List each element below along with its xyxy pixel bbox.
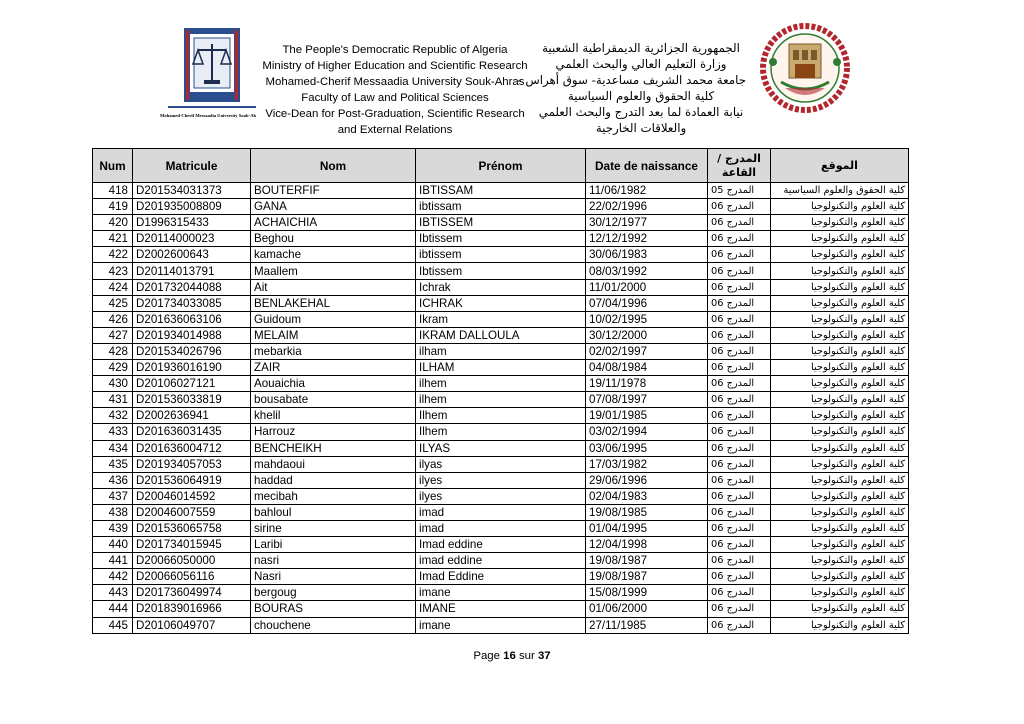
table-row bbox=[93, 601, 909, 617]
table-cell-matricule: D201936016190 bbox=[133, 360, 251, 376]
header-en-line: and External Relations bbox=[337, 124, 453, 136]
table-cell-matricule: D201935008809 bbox=[133, 199, 251, 215]
header-en-line: Mohamed-Cherif Messaadia University Souk-Ahras bbox=[265, 76, 525, 88]
table-cell-matricule: D201536064919 bbox=[133, 472, 251, 488]
table-row bbox=[93, 215, 909, 231]
table-header-row bbox=[93, 149, 909, 183]
table-cell-nom: mecibah bbox=[251, 488, 416, 504]
table-cell-num: 438 bbox=[93, 504, 133, 520]
table-row bbox=[93, 183, 909, 199]
table-cell-place: كلية العلوم والتكنولوجيا bbox=[771, 215, 909, 231]
table-row bbox=[93, 295, 909, 311]
table-cell-matricule: D20114000023 bbox=[133, 231, 251, 247]
table-cell-prenom: ilham bbox=[416, 343, 586, 359]
table-cell-hall: المدرج 06 bbox=[708, 553, 771, 569]
table-cell-place: كلية العلوم والتكنولوجيا bbox=[771, 343, 909, 359]
table-cell-hall: المدرج 06 bbox=[708, 569, 771, 585]
table-row bbox=[93, 504, 909, 520]
table-cell-num: 433 bbox=[93, 424, 133, 440]
table-cell-prenom: IKRAM DALLOULA bbox=[416, 327, 586, 343]
table-cell-num: 422 bbox=[93, 247, 133, 263]
table-cell-nom: Laribi bbox=[251, 537, 416, 553]
header-english bbox=[252, 42, 538, 138]
table-cell-nom: chouchene bbox=[251, 617, 416, 633]
table-cell-dob: 19/11/1978 bbox=[586, 376, 708, 392]
table-cell-prenom: ILHAM bbox=[416, 360, 586, 376]
table-cell-dob: 30/06/1983 bbox=[586, 247, 708, 263]
table-cell-prenom: IMANE bbox=[416, 601, 586, 617]
table-cell-matricule: D201636063106 bbox=[133, 311, 251, 327]
table-cell-place: كلية العلوم والتكنولوجيا bbox=[771, 279, 909, 295]
table-cell-num: 423 bbox=[93, 263, 133, 279]
table-cell-prenom: Ibtissem bbox=[416, 231, 586, 247]
table-cell-nom: Guidoum bbox=[251, 311, 416, 327]
table-cell-matricule: D20046007559 bbox=[133, 504, 251, 520]
table-cell-place: كلية العلوم والتكنولوجيا bbox=[771, 424, 909, 440]
table-cell-prenom: imane bbox=[416, 585, 586, 601]
table-cell-dob: 08/03/1992 bbox=[586, 263, 708, 279]
table-cell-hall: المدرج 06 bbox=[708, 488, 771, 504]
table-row bbox=[93, 456, 909, 472]
table-row bbox=[93, 408, 909, 424]
table-cell-prenom: imad bbox=[416, 520, 586, 536]
table-cell-hall: المدرج 06 bbox=[708, 199, 771, 215]
university-logo-right bbox=[745, 22, 865, 118]
table-cell-place: كلية العلوم والتكنولوجيا bbox=[771, 199, 909, 215]
table-cell-prenom: ilhem bbox=[416, 392, 586, 408]
table-row bbox=[93, 392, 909, 408]
table-cell-dob: 01/04/1995 bbox=[586, 520, 708, 536]
table-cell-hall: المدرج 06 bbox=[708, 520, 771, 536]
table-cell-num: 430 bbox=[93, 376, 133, 392]
table-row bbox=[93, 231, 909, 247]
table-cell-dob: 02/04/1983 bbox=[586, 488, 708, 504]
table-cell-place: كلية العلوم والتكنولوجيا bbox=[771, 247, 909, 263]
page-total: 37 bbox=[537, 650, 551, 662]
col-header-hall: المدرج / القاعة bbox=[708, 149, 771, 183]
table-cell-hall: المدرج 06 bbox=[708, 231, 771, 247]
table-row bbox=[93, 472, 909, 488]
page-number bbox=[0, 650, 1024, 662]
table-cell-dob: 22/02/1996 bbox=[586, 199, 708, 215]
table-cell-hall: المدرج 06 bbox=[708, 327, 771, 343]
table-cell-dob: 19/08/1985 bbox=[586, 504, 708, 520]
table-cell-nom: Nasri bbox=[251, 569, 416, 585]
table-cell-dob: 19/08/1987 bbox=[586, 569, 708, 585]
table-cell-prenom: ilyes bbox=[416, 472, 586, 488]
table-cell-nom: bergoug bbox=[251, 585, 416, 601]
table-cell-prenom: ilhem bbox=[416, 376, 586, 392]
table-cell-matricule: D201934014988 bbox=[133, 327, 251, 343]
table-cell-num: 436 bbox=[93, 472, 133, 488]
table-cell-place: كلية العلوم والتكنولوجيا bbox=[771, 360, 909, 376]
table-cell-hall: المدرج 05 bbox=[708, 183, 771, 199]
table-cell-num: 440 bbox=[93, 537, 133, 553]
table-cell-nom: BENCHEIKH bbox=[251, 440, 416, 456]
table-cell-prenom: ILYAS bbox=[416, 440, 586, 456]
header-en-line: Vice-Dean for Post-Graduation, Scientific Research bbox=[265, 108, 525, 120]
table-cell-nom: BOURAS bbox=[251, 601, 416, 617]
table-cell-hall: المدرج 06 bbox=[708, 504, 771, 520]
table-cell-place: كلية العلوم والتكنولوجيا bbox=[771, 488, 909, 504]
table-row bbox=[93, 343, 909, 359]
table-cell-nom: bousabate bbox=[251, 392, 416, 408]
table-cell-place: كلية العلوم والتكنولوجيا bbox=[771, 263, 909, 279]
table-cell-prenom: ICHRAK bbox=[416, 295, 586, 311]
col-header-matricule: Matricule bbox=[133, 149, 251, 183]
table-cell-matricule: D201636031435 bbox=[133, 424, 251, 440]
table-row bbox=[93, 424, 909, 440]
table-cell-matricule: D201736049974 bbox=[133, 585, 251, 601]
candidates-table bbox=[92, 148, 909, 634]
table-cell-place: كلية العلوم والتكنولوجيا bbox=[771, 520, 909, 536]
table-cell-place: كلية العلوم والتكنولوجيا bbox=[771, 231, 909, 247]
header-ar-line: وزارة التعليم العالي والبحث العلمي bbox=[555, 57, 727, 71]
university-logo-left bbox=[168, 26, 256, 118]
table-cell-matricule: D20046014592 bbox=[133, 488, 251, 504]
table-cell-num: 434 bbox=[93, 440, 133, 456]
table-cell-prenom: ilyas bbox=[416, 456, 586, 472]
table-cell-num: 419 bbox=[93, 199, 133, 215]
table-cell-nom: ZAIR bbox=[251, 360, 416, 376]
header-ar-line: جامعة محمد الشريف مساعدية- سوق أهراس - bbox=[517, 73, 746, 87]
table-cell-nom: Maallem bbox=[251, 263, 416, 279]
table-cell-hall: المدرج 06 bbox=[708, 263, 771, 279]
table-cell-prenom: Ikram bbox=[416, 311, 586, 327]
table-cell-matricule: D1996315433 bbox=[133, 215, 251, 231]
table-cell-place: كلية العلوم والتكنولوجيا bbox=[771, 537, 909, 553]
table-cell-prenom: ibtissem bbox=[416, 247, 586, 263]
table-cell-place: كلية العلوم والتكنولوجيا bbox=[771, 392, 909, 408]
table-cell-nom: Aouaichia bbox=[251, 376, 416, 392]
table-cell-hall: المدرج 06 bbox=[708, 472, 771, 488]
table-cell-num: 431 bbox=[93, 392, 133, 408]
table-cell-num: 425 bbox=[93, 295, 133, 311]
table-cell-matricule: D201536065758 bbox=[133, 520, 251, 536]
table-cell-place: كلية العلوم والتكنولوجيا bbox=[771, 569, 909, 585]
table-cell-matricule: D201636004712 bbox=[133, 440, 251, 456]
table-cell-num: 426 bbox=[93, 311, 133, 327]
table-row bbox=[93, 569, 909, 585]
table-row bbox=[93, 585, 909, 601]
table-cell-num: 432 bbox=[93, 408, 133, 424]
table-cell-num: 441 bbox=[93, 553, 133, 569]
table-cell-matricule: D201734033085 bbox=[133, 295, 251, 311]
table-cell-hall: المدرج 06 bbox=[708, 392, 771, 408]
table-cell-place: كلية العلوم والتكنولوجيا bbox=[771, 553, 909, 569]
table-cell-dob: 03/02/1994 bbox=[586, 424, 708, 440]
col-header-prenom: Prénom bbox=[416, 149, 586, 183]
col-header-dob: Date de naissance bbox=[586, 149, 708, 183]
table-cell-place: كلية العلوم والتكنولوجيا bbox=[771, 408, 909, 424]
table-row bbox=[93, 376, 909, 392]
table-cell-hall: المدرج 06 bbox=[708, 247, 771, 263]
table-cell-matricule: D201839016966 bbox=[133, 601, 251, 617]
table-cell-nom: Harrouz bbox=[251, 424, 416, 440]
table-cell-prenom: Ilhem bbox=[416, 408, 586, 424]
table-cell-num: 439 bbox=[93, 520, 133, 536]
table-cell-nom: MELAIM bbox=[251, 327, 416, 343]
table-cell-matricule: D2002636941 bbox=[133, 408, 251, 424]
table-cell-prenom: imad bbox=[416, 504, 586, 520]
table-cell-nom: khelil bbox=[251, 408, 416, 424]
col-header-num: Num bbox=[93, 149, 133, 183]
table-cell-dob: 12/04/1998 bbox=[586, 537, 708, 553]
table-cell-nom: Ait bbox=[251, 279, 416, 295]
table-cell-matricule: D20066050000 bbox=[133, 553, 251, 569]
table-cell-place: كلية العلوم والتكنولوجيا bbox=[771, 440, 909, 456]
header-en-line: Faculty of Law and Political Sciences bbox=[301, 92, 489, 104]
header-en-line: Ministry of Higher Education and Scientific Research bbox=[262, 60, 528, 72]
table-cell-num: 445 bbox=[93, 617, 133, 633]
table-cell-nom: ACHAICHIA bbox=[251, 215, 416, 231]
table-cell-place: كلية العلوم والتكنولوجيا bbox=[771, 327, 909, 343]
table-cell-dob: 15/08/1999 bbox=[586, 585, 708, 601]
table-cell-prenom: Imad eddine bbox=[416, 537, 586, 553]
table-cell-matricule: D20106049707 bbox=[133, 617, 251, 633]
table-cell-place: كلية العلوم والتكنولوجيا bbox=[771, 376, 909, 392]
table-cell-place: كلية العلوم والتكنولوجيا bbox=[771, 456, 909, 472]
table-cell-num: 444 bbox=[93, 601, 133, 617]
table-cell-hall: المدرج 06 bbox=[708, 601, 771, 617]
table-cell-hall: المدرج 06 bbox=[708, 343, 771, 359]
table-cell-dob: 11/06/1982 bbox=[586, 183, 708, 199]
table-cell-matricule: D201536033819 bbox=[133, 392, 251, 408]
table-cell-hall: المدرج 06 bbox=[708, 585, 771, 601]
table-row bbox=[93, 247, 909, 263]
table-cell-num: 435 bbox=[93, 456, 133, 472]
table-cell-dob: 11/01/2000 bbox=[586, 279, 708, 295]
table-row bbox=[93, 440, 909, 456]
table-cell-num: 442 bbox=[93, 569, 133, 585]
table-cell-dob: 07/04/1996 bbox=[586, 295, 708, 311]
table-cell-prenom: Ibtissem bbox=[416, 263, 586, 279]
table-cell-nom: sirine bbox=[251, 520, 416, 536]
table-cell-matricule: D201732044088 bbox=[133, 279, 251, 295]
table-row bbox=[93, 520, 909, 536]
page-prefix: Page bbox=[473, 650, 500, 662]
table-cell-hall: المدرج 06 bbox=[708, 424, 771, 440]
table-cell-nom: mebarkia bbox=[251, 343, 416, 359]
table-cell-num: 424 bbox=[93, 279, 133, 295]
table-cell-matricule: D2002600643 bbox=[133, 247, 251, 263]
table-row bbox=[93, 311, 909, 327]
table-cell-prenom: Ichrak bbox=[416, 279, 586, 295]
table-cell-hall: المدرج 06 bbox=[708, 215, 771, 231]
table-cell-matricule: D201534031373 bbox=[133, 183, 251, 199]
table-cell-prenom: IBTISSEM bbox=[416, 215, 586, 231]
table-cell-matricule: D20066056116 bbox=[133, 569, 251, 585]
table-cell-num: 443 bbox=[93, 585, 133, 601]
header-ar-line: الجمهورية الجزائرية الديمقراطية الشعبية bbox=[542, 41, 740, 55]
table-cell-hall: المدرج 06 bbox=[708, 617, 771, 633]
table-cell-nom: BENLAKEHAL bbox=[251, 295, 416, 311]
table-cell-dob: 07/08/1997 bbox=[586, 392, 708, 408]
table-cell-dob: 19/08/1987 bbox=[586, 553, 708, 569]
table-cell-hall: المدرج 06 bbox=[708, 440, 771, 456]
table-cell-matricule: D201734015945 bbox=[133, 537, 251, 553]
col-header-place: الموقع bbox=[771, 149, 909, 183]
table-row bbox=[93, 360, 909, 376]
table-cell-prenom: IBTISSAM bbox=[416, 183, 586, 199]
table-cell-num: 421 bbox=[93, 231, 133, 247]
table-cell-matricule: D201934057053 bbox=[133, 456, 251, 472]
table-cell-hall: المدرج 06 bbox=[708, 537, 771, 553]
table-row bbox=[93, 617, 909, 633]
table-row bbox=[93, 279, 909, 295]
table-cell-dob: 02/02/1997 bbox=[586, 343, 708, 359]
table-cell-nom: Beghou bbox=[251, 231, 416, 247]
table-cell-dob: 30/12/1977 bbox=[586, 215, 708, 231]
table-cell-nom: nasri bbox=[251, 553, 416, 569]
table-cell-dob: 12/12/1992 bbox=[586, 231, 708, 247]
table-cell-matricule: D20114013791 bbox=[133, 263, 251, 279]
table-cell-place: كلية العلوم والتكنولوجيا bbox=[771, 311, 909, 327]
table-cell-dob: 17/03/1982 bbox=[586, 456, 708, 472]
header-arabic bbox=[517, 40, 746, 136]
table-cell-nom: haddad bbox=[251, 472, 416, 488]
table-cell-hall: المدرج 06 bbox=[708, 311, 771, 327]
table-cell-prenom: Imad Eddine bbox=[416, 569, 586, 585]
table-cell-place: كلية الحقوق والعلوم السياسية bbox=[771, 183, 909, 199]
logo-caption: Mohamed-Cherif Messaadia University Souk-Ah bbox=[160, 113, 257, 118]
table-cell-dob: 04/08/1984 bbox=[586, 360, 708, 376]
table-cell-num: 428 bbox=[93, 343, 133, 359]
table-cell-num: 429 bbox=[93, 360, 133, 376]
page-current: 16 bbox=[503, 650, 516, 662]
table-cell-dob: 03/06/1995 bbox=[586, 440, 708, 456]
page-sep: sur bbox=[518, 650, 535, 662]
table-cell-nom: kamache bbox=[251, 247, 416, 263]
table-cell-dob: 29/06/1996 bbox=[586, 472, 708, 488]
table-cell-dob: 30/12/2000 bbox=[586, 327, 708, 343]
table-cell-nom: mahdaoui bbox=[251, 456, 416, 472]
table-cell-hall: المدرج 06 bbox=[708, 360, 771, 376]
table-row bbox=[93, 199, 909, 215]
table-cell-hall: المدرج 06 bbox=[708, 295, 771, 311]
table-cell-nom: GANA bbox=[251, 199, 416, 215]
table-cell-prenom: imane bbox=[416, 617, 586, 633]
table-cell-prenom: Ilhem bbox=[416, 424, 586, 440]
table-row bbox=[93, 263, 909, 279]
table-cell-place: كلية العلوم والتكنولوجيا bbox=[771, 601, 909, 617]
table-cell-dob: 01/06/2000 bbox=[586, 601, 708, 617]
table-cell-matricule: D201534026796 bbox=[133, 343, 251, 359]
table-cell-matricule: D20106027121 bbox=[133, 376, 251, 392]
table-row bbox=[93, 537, 909, 553]
table-cell-dob: 19/01/1985 bbox=[586, 408, 708, 424]
table-row bbox=[93, 327, 909, 343]
table-row bbox=[93, 488, 909, 504]
table-row bbox=[93, 553, 909, 569]
table-cell-hall: المدرج 06 bbox=[708, 279, 771, 295]
table-cell-hall: المدرج 06 bbox=[708, 456, 771, 472]
header-ar-line: كلية الحقوق والعلوم السياسية bbox=[567, 89, 715, 103]
table-cell-hall: المدرج 06 bbox=[708, 408, 771, 424]
table-cell-place: كلية العلوم والتكنولوجيا bbox=[771, 617, 909, 633]
table-cell-nom: bahloul bbox=[251, 504, 416, 520]
table-cell-num: 437 bbox=[93, 488, 133, 504]
table-cell-prenom: ilyes bbox=[416, 488, 586, 504]
table-cell-num: 418 bbox=[93, 183, 133, 199]
table-cell-num: 427 bbox=[93, 327, 133, 343]
table-cell-prenom: imad eddine bbox=[416, 553, 586, 569]
header-en-line: The People's Democratic Republic of Algeria bbox=[282, 44, 508, 56]
table-cell-place: كلية العلوم والتكنولوجيا bbox=[771, 295, 909, 311]
table-cell-place: كلية العلوم والتكنولوجيا bbox=[771, 585, 909, 601]
table-cell-prenom: ibtissam bbox=[416, 199, 586, 215]
table-cell-place: كلية العلوم والتكنولوجيا bbox=[771, 504, 909, 520]
col-header-nom: Nom bbox=[251, 149, 416, 183]
table-cell-num: 420 bbox=[93, 215, 133, 231]
table-cell-dob: 27/11/1985 bbox=[586, 617, 708, 633]
table-cell-nom: BOUTERFIF bbox=[251, 183, 416, 199]
table-cell-hall: المدرج 06 bbox=[708, 376, 771, 392]
header-ar-line: نيابة العمادة لما بعد التدرج والبحث العلمي والعلاقات الخارجية bbox=[538, 105, 744, 135]
table-cell-place: كلية العلوم والتكنولوجيا bbox=[771, 472, 909, 488]
table-cell-dob: 10/02/1995 bbox=[586, 311, 708, 327]
